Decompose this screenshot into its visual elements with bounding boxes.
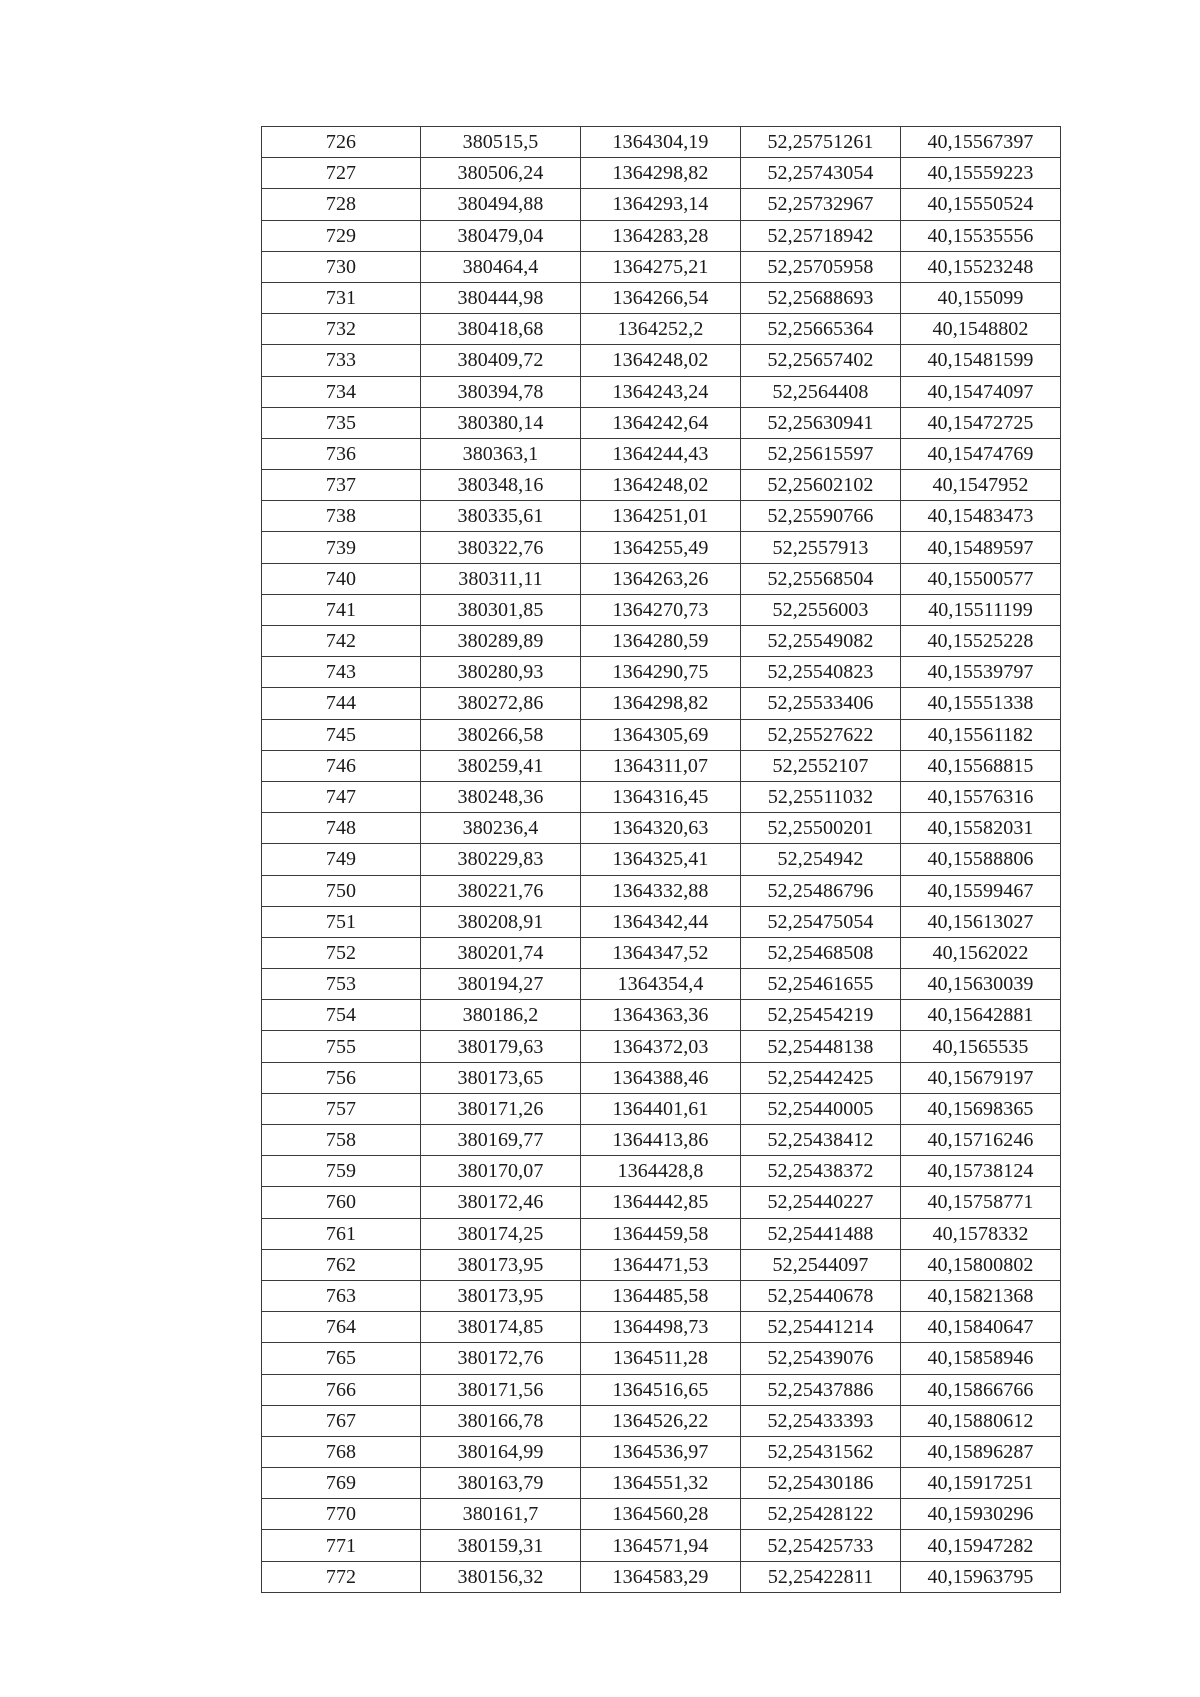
table-row — [262, 1374, 1061, 1405]
longitude-cell: 40,15489597 — [901, 532, 1061, 563]
x-coordinate-cell: 380259,41 — [421, 750, 581, 781]
point-number-cell: 761 — [262, 1218, 421, 1249]
latitude-cell: 52,25454219 — [741, 1000, 901, 1031]
point-number-cell: 739 — [262, 532, 421, 563]
y-coordinate-cell: 1364342,44 — [581, 906, 741, 937]
longitude-cell: 40,15474769 — [901, 438, 1061, 469]
latitude-cell: 52,25705958 — [741, 251, 901, 282]
table-row — [262, 1468, 1061, 1499]
point-number-cell: 740 — [262, 563, 421, 594]
x-coordinate-cell: 380311,11 — [421, 563, 581, 594]
longitude-cell: 40,15588806 — [901, 844, 1061, 875]
point-number-cell: 727 — [262, 158, 421, 189]
longitude-cell: 40,15561182 — [901, 719, 1061, 750]
x-coordinate-cell: 380409,72 — [421, 345, 581, 376]
x-coordinate-cell: 380172,76 — [421, 1343, 581, 1374]
point-number-cell: 752 — [262, 937, 421, 968]
point-number-cell: 744 — [262, 688, 421, 719]
y-coordinate-cell: 1364243,24 — [581, 376, 741, 407]
point-number-cell: 736 — [262, 438, 421, 469]
latitude-cell: 52,25475054 — [741, 906, 901, 937]
y-coordinate-cell: 1364251,01 — [581, 501, 741, 532]
x-coordinate-cell: 380161,7 — [421, 1499, 581, 1530]
latitude-cell: 52,2557913 — [741, 532, 901, 563]
x-coordinate-cell: 380301,85 — [421, 594, 581, 625]
x-coordinate-cell: 380444,98 — [421, 282, 581, 313]
table-row — [262, 1405, 1061, 1436]
longitude-cell: 40,155099 — [901, 282, 1061, 313]
table-row — [262, 1218, 1061, 1249]
longitude-cell: 40,15698365 — [901, 1093, 1061, 1124]
longitude-cell: 40,15840647 — [901, 1312, 1061, 1343]
point-number-cell: 742 — [262, 626, 421, 657]
y-coordinate-cell: 1364280,59 — [581, 626, 741, 657]
point-number-cell: 755 — [262, 1031, 421, 1062]
x-coordinate-cell: 380479,04 — [421, 220, 581, 251]
longitude-cell: 40,15474097 — [901, 376, 1061, 407]
x-coordinate-cell: 380156,32 — [421, 1561, 581, 1592]
point-number-cell: 760 — [262, 1187, 421, 1218]
table-row — [262, 1312, 1061, 1343]
table-row — [262, 1530, 1061, 1561]
x-coordinate-cell: 380163,79 — [421, 1468, 581, 1499]
table-row — [262, 376, 1061, 407]
y-coordinate-cell: 1364316,45 — [581, 781, 741, 812]
y-coordinate-cell: 1364275,21 — [581, 251, 741, 282]
x-coordinate-cell: 380173,95 — [421, 1249, 581, 1280]
y-coordinate-cell: 1364526,22 — [581, 1405, 741, 1436]
longitude-cell: 40,1578332 — [901, 1218, 1061, 1249]
table-row — [262, 1343, 1061, 1374]
point-number-cell: 748 — [262, 813, 421, 844]
longitude-cell: 40,1562022 — [901, 937, 1061, 968]
x-coordinate-cell: 380164,99 — [421, 1436, 581, 1467]
longitude-cell: 40,15642881 — [901, 1000, 1061, 1031]
point-number-cell: 754 — [262, 1000, 421, 1031]
table-row — [262, 626, 1061, 657]
longitude-cell: 40,15539797 — [901, 657, 1061, 688]
table-row — [262, 1280, 1061, 1311]
latitude-cell: 52,25442425 — [741, 1062, 901, 1093]
latitude-cell: 52,25440005 — [741, 1093, 901, 1124]
x-coordinate-cell: 380173,95 — [421, 1280, 581, 1311]
y-coordinate-cell: 1364248,02 — [581, 470, 741, 501]
x-coordinate-cell: 380208,91 — [421, 906, 581, 937]
latitude-cell: 52,25441488 — [741, 1218, 901, 1249]
longitude-cell: 40,15599467 — [901, 875, 1061, 906]
longitude-cell: 40,15738124 — [901, 1156, 1061, 1187]
longitude-cell: 40,1547952 — [901, 470, 1061, 501]
latitude-cell: 52,25425733 — [741, 1530, 901, 1561]
point-number-cell: 738 — [262, 501, 421, 532]
y-coordinate-cell: 1364560,28 — [581, 1499, 741, 1530]
latitude-cell: 52,25732967 — [741, 189, 901, 220]
longitude-cell: 40,15472725 — [901, 407, 1061, 438]
x-coordinate-cell: 380248,36 — [421, 781, 581, 812]
latitude-cell: 52,25511032 — [741, 781, 901, 812]
y-coordinate-cell: 1364252,2 — [581, 314, 741, 345]
x-coordinate-cell: 380289,89 — [421, 626, 581, 657]
longitude-cell: 40,15917251 — [901, 1468, 1061, 1499]
table-row — [262, 1499, 1061, 1530]
y-coordinate-cell: 1364244,43 — [581, 438, 741, 469]
latitude-cell: 52,25437886 — [741, 1374, 901, 1405]
point-number-cell: 745 — [262, 719, 421, 750]
y-coordinate-cell: 1364536,97 — [581, 1436, 741, 1467]
x-coordinate-cell: 380229,83 — [421, 844, 581, 875]
latitude-cell: 52,25486796 — [741, 875, 901, 906]
latitude-cell: 52,25549082 — [741, 626, 901, 657]
y-coordinate-cell: 1364459,58 — [581, 1218, 741, 1249]
point-number-cell: 735 — [262, 407, 421, 438]
point-number-cell: 768 — [262, 1436, 421, 1467]
y-coordinate-cell: 1364413,86 — [581, 1125, 741, 1156]
table-row — [262, 1156, 1061, 1187]
table-row — [262, 1561, 1061, 1592]
longitude-cell: 40,15576316 — [901, 781, 1061, 812]
latitude-cell: 52,25602102 — [741, 470, 901, 501]
point-number-cell: 747 — [262, 781, 421, 812]
latitude-cell: 52,25500201 — [741, 813, 901, 844]
x-coordinate-cell: 380171,26 — [421, 1093, 581, 1124]
table-row — [262, 532, 1061, 563]
table-row — [262, 875, 1061, 906]
y-coordinate-cell: 1364255,49 — [581, 532, 741, 563]
table-row — [262, 407, 1061, 438]
longitude-cell: 40,1565535 — [901, 1031, 1061, 1062]
latitude-cell: 52,25718942 — [741, 220, 901, 251]
y-coordinate-cell: 1364325,41 — [581, 844, 741, 875]
table-row — [262, 1000, 1061, 1031]
table-row — [262, 251, 1061, 282]
table-row — [262, 282, 1061, 313]
point-number-cell: 762 — [262, 1249, 421, 1280]
latitude-cell: 52,25527622 — [741, 719, 901, 750]
table-row — [262, 563, 1061, 594]
longitude-cell: 40,15483473 — [901, 501, 1061, 532]
x-coordinate-cell: 380394,78 — [421, 376, 581, 407]
point-number-cell: 757 — [262, 1093, 421, 1124]
x-coordinate-cell: 380464,4 — [421, 251, 581, 282]
latitude-cell: 52,25448138 — [741, 1031, 901, 1062]
y-coordinate-cell: 1364332,88 — [581, 875, 741, 906]
table-row — [262, 594, 1061, 625]
longitude-cell: 40,15500577 — [901, 563, 1061, 594]
point-number-cell: 764 — [262, 1312, 421, 1343]
table-row — [262, 657, 1061, 688]
latitude-cell: 52,254942 — [741, 844, 901, 875]
x-coordinate-cell: 380266,58 — [421, 719, 581, 750]
y-coordinate-cell: 1364293,14 — [581, 189, 741, 220]
latitude-cell: 52,25433393 — [741, 1405, 901, 1436]
y-coordinate-cell: 1364311,07 — [581, 750, 741, 781]
latitude-cell: 52,25568504 — [741, 563, 901, 594]
latitude-cell: 52,25590766 — [741, 501, 901, 532]
point-number-cell: 766 — [262, 1374, 421, 1405]
x-coordinate-cell: 380515,5 — [421, 127, 581, 158]
x-coordinate-cell: 380236,4 — [421, 813, 581, 844]
latitude-cell: 52,25422811 — [741, 1561, 901, 1592]
latitude-cell: 52,25751261 — [741, 127, 901, 158]
latitude-cell: 52,25688693 — [741, 282, 901, 313]
y-coordinate-cell: 1364511,28 — [581, 1343, 741, 1374]
y-coordinate-cell: 1364290,75 — [581, 657, 741, 688]
table-row — [262, 1031, 1061, 1062]
longitude-cell: 40,15963795 — [901, 1561, 1061, 1592]
table-row — [262, 127, 1061, 158]
longitude-cell: 40,15758771 — [901, 1187, 1061, 1218]
y-coordinate-cell: 1364283,28 — [581, 220, 741, 251]
table-row — [262, 750, 1061, 781]
latitude-cell: 52,25440678 — [741, 1280, 901, 1311]
table-row — [262, 501, 1061, 532]
table-row — [262, 719, 1061, 750]
latitude-cell: 52,2556003 — [741, 594, 901, 625]
y-coordinate-cell: 1364388,46 — [581, 1062, 741, 1093]
point-number-cell: 770 — [262, 1499, 421, 1530]
table-row — [262, 813, 1061, 844]
y-coordinate-cell: 1364401,61 — [581, 1093, 741, 1124]
x-coordinate-cell: 380280,93 — [421, 657, 581, 688]
longitude-cell: 40,15582031 — [901, 813, 1061, 844]
longitude-cell: 40,15866766 — [901, 1374, 1061, 1405]
table-row — [262, 1187, 1061, 1218]
point-number-cell: 753 — [262, 969, 421, 1000]
point-number-cell: 737 — [262, 470, 421, 501]
latitude-cell: 52,25440227 — [741, 1187, 901, 1218]
y-coordinate-cell: 1364551,32 — [581, 1468, 741, 1499]
y-coordinate-cell: 1364571,94 — [581, 1530, 741, 1561]
table-row — [262, 438, 1061, 469]
point-number-cell: 729 — [262, 220, 421, 251]
y-coordinate-cell: 1364242,64 — [581, 407, 741, 438]
x-coordinate-cell: 380179,63 — [421, 1031, 581, 1062]
table-row — [262, 906, 1061, 937]
longitude-cell: 40,15523248 — [901, 251, 1061, 282]
x-coordinate-cell: 380173,65 — [421, 1062, 581, 1093]
table-row — [262, 158, 1061, 189]
longitude-cell: 40,15821368 — [901, 1280, 1061, 1311]
table-row — [262, 937, 1061, 968]
point-number-cell: 767 — [262, 1405, 421, 1436]
x-coordinate-cell: 380169,77 — [421, 1125, 581, 1156]
y-coordinate-cell: 1364428,8 — [581, 1156, 741, 1187]
y-coordinate-cell: 1364498,73 — [581, 1312, 741, 1343]
point-number-cell: 750 — [262, 875, 421, 906]
y-coordinate-cell: 1364298,82 — [581, 158, 741, 189]
longitude-cell: 40,15550524 — [901, 189, 1061, 220]
table-row — [262, 688, 1061, 719]
x-coordinate-cell: 380506,24 — [421, 158, 581, 189]
y-coordinate-cell: 1364263,26 — [581, 563, 741, 594]
longitude-cell: 40,15800802 — [901, 1249, 1061, 1280]
latitude-cell: 52,25439076 — [741, 1343, 901, 1374]
point-number-cell: 743 — [262, 657, 421, 688]
x-coordinate-cell: 380363,1 — [421, 438, 581, 469]
point-number-cell: 763 — [262, 1280, 421, 1311]
longitude-cell: 40,15567397 — [901, 127, 1061, 158]
point-number-cell: 758 — [262, 1125, 421, 1156]
point-number-cell: 726 — [262, 127, 421, 158]
latitude-cell: 52,25615597 — [741, 438, 901, 469]
x-coordinate-cell: 380272,86 — [421, 688, 581, 719]
y-coordinate-cell: 1364516,65 — [581, 1374, 741, 1405]
latitude-cell: 52,2564408 — [741, 376, 901, 407]
coordinates-table-body — [262, 127, 1061, 1593]
latitude-cell: 52,25438372 — [741, 1156, 901, 1187]
latitude-cell: 52,25657402 — [741, 345, 901, 376]
latitude-cell: 52,25468508 — [741, 937, 901, 968]
x-coordinate-cell: 380170,07 — [421, 1156, 581, 1187]
x-coordinate-cell: 380172,46 — [421, 1187, 581, 1218]
longitude-cell: 40,15947282 — [901, 1530, 1061, 1561]
longitude-cell: 40,15880612 — [901, 1405, 1061, 1436]
latitude-cell: 52,25430186 — [741, 1468, 901, 1499]
table-row — [262, 345, 1061, 376]
table-row — [262, 1125, 1061, 1156]
y-coordinate-cell: 1364266,54 — [581, 282, 741, 313]
x-coordinate-cell: 380194,27 — [421, 969, 581, 1000]
longitude-cell: 40,15525228 — [901, 626, 1061, 657]
y-coordinate-cell: 1364248,02 — [581, 345, 741, 376]
longitude-cell: 40,15930296 — [901, 1499, 1061, 1530]
y-coordinate-cell: 1364363,36 — [581, 1000, 741, 1031]
table-row — [262, 969, 1061, 1000]
longitude-cell: 40,15511199 — [901, 594, 1061, 625]
point-number-cell: 759 — [262, 1156, 421, 1187]
longitude-cell: 40,15481599 — [901, 345, 1061, 376]
x-coordinate-cell: 380186,2 — [421, 1000, 581, 1031]
y-coordinate-cell: 1364485,58 — [581, 1280, 741, 1311]
y-coordinate-cell: 1364298,82 — [581, 688, 741, 719]
longitude-cell: 40,15559223 — [901, 158, 1061, 189]
point-number-cell: 756 — [262, 1062, 421, 1093]
table-row — [262, 1249, 1061, 1280]
point-number-cell: 733 — [262, 345, 421, 376]
x-coordinate-cell: 380348,16 — [421, 470, 581, 501]
latitude-cell: 52,2544097 — [741, 1249, 901, 1280]
y-coordinate-cell: 1364354,4 — [581, 969, 741, 1000]
latitude-cell: 52,25431562 — [741, 1436, 901, 1467]
x-coordinate-cell: 380171,56 — [421, 1374, 581, 1405]
latitude-cell: 52,25438412 — [741, 1125, 901, 1156]
table-row — [262, 844, 1061, 875]
point-number-cell: 772 — [262, 1561, 421, 1592]
x-coordinate-cell: 380221,76 — [421, 875, 581, 906]
point-number-cell: 731 — [262, 282, 421, 313]
table-row — [262, 1093, 1061, 1124]
table-row — [262, 470, 1061, 501]
latitude-cell: 52,25441214 — [741, 1312, 901, 1343]
table-row — [262, 189, 1061, 220]
point-number-cell: 734 — [262, 376, 421, 407]
x-coordinate-cell: 380335,61 — [421, 501, 581, 532]
x-coordinate-cell: 380418,68 — [421, 314, 581, 345]
table-row — [262, 1062, 1061, 1093]
x-coordinate-cell: 380201,74 — [421, 937, 581, 968]
point-number-cell: 732 — [262, 314, 421, 345]
point-number-cell: 730 — [262, 251, 421, 282]
longitude-cell: 40,15679197 — [901, 1062, 1061, 1093]
x-coordinate-cell: 380159,31 — [421, 1530, 581, 1561]
latitude-cell: 52,2552107 — [741, 750, 901, 781]
latitude-cell: 52,25461655 — [741, 969, 901, 1000]
y-coordinate-cell: 1364320,63 — [581, 813, 741, 844]
point-number-cell: 765 — [262, 1343, 421, 1374]
table-row — [262, 781, 1061, 812]
y-coordinate-cell: 1364471,53 — [581, 1249, 741, 1280]
y-coordinate-cell: 1364583,29 — [581, 1561, 741, 1592]
point-number-cell: 741 — [262, 594, 421, 625]
x-coordinate-cell: 380494,88 — [421, 189, 581, 220]
point-number-cell: 728 — [262, 189, 421, 220]
y-coordinate-cell: 1364270,73 — [581, 594, 741, 625]
longitude-cell: 40,15613027 — [901, 906, 1061, 937]
x-coordinate-cell: 380174,85 — [421, 1312, 581, 1343]
table-row — [262, 314, 1061, 345]
longitude-cell: 40,15535556 — [901, 220, 1061, 251]
point-number-cell: 749 — [262, 844, 421, 875]
x-coordinate-cell: 380174,25 — [421, 1218, 581, 1249]
coordinates-table — [261, 126, 1061, 1593]
latitude-cell: 52,25630941 — [741, 407, 901, 438]
latitude-cell: 52,25665364 — [741, 314, 901, 345]
x-coordinate-cell: 380322,76 — [421, 532, 581, 563]
y-coordinate-cell: 1364347,52 — [581, 937, 741, 968]
latitude-cell: 52,25533406 — [741, 688, 901, 719]
y-coordinate-cell: 1364372,03 — [581, 1031, 741, 1062]
longitude-cell: 40,15568815 — [901, 750, 1061, 781]
point-number-cell: 746 — [262, 750, 421, 781]
longitude-cell: 40,15716246 — [901, 1125, 1061, 1156]
longitude-cell: 40,15858946 — [901, 1343, 1061, 1374]
latitude-cell: 52,25743054 — [741, 158, 901, 189]
x-coordinate-cell: 380166,78 — [421, 1405, 581, 1436]
table-row — [262, 220, 1061, 251]
longitude-cell: 40,15896287 — [901, 1436, 1061, 1467]
longitude-cell: 40,15551338 — [901, 688, 1061, 719]
y-coordinate-cell: 1364305,69 — [581, 719, 741, 750]
point-number-cell: 769 — [262, 1468, 421, 1499]
point-number-cell: 751 — [262, 906, 421, 937]
y-coordinate-cell: 1364304,19 — [581, 127, 741, 158]
x-coordinate-cell: 380380,14 — [421, 407, 581, 438]
latitude-cell: 52,25428122 — [741, 1499, 901, 1530]
point-number-cell: 771 — [262, 1530, 421, 1561]
longitude-cell: 40,1548802 — [901, 314, 1061, 345]
table-row — [262, 1436, 1061, 1467]
y-coordinate-cell: 1364442,85 — [581, 1187, 741, 1218]
longitude-cell: 40,15630039 — [901, 969, 1061, 1000]
latitude-cell: 52,25540823 — [741, 657, 901, 688]
